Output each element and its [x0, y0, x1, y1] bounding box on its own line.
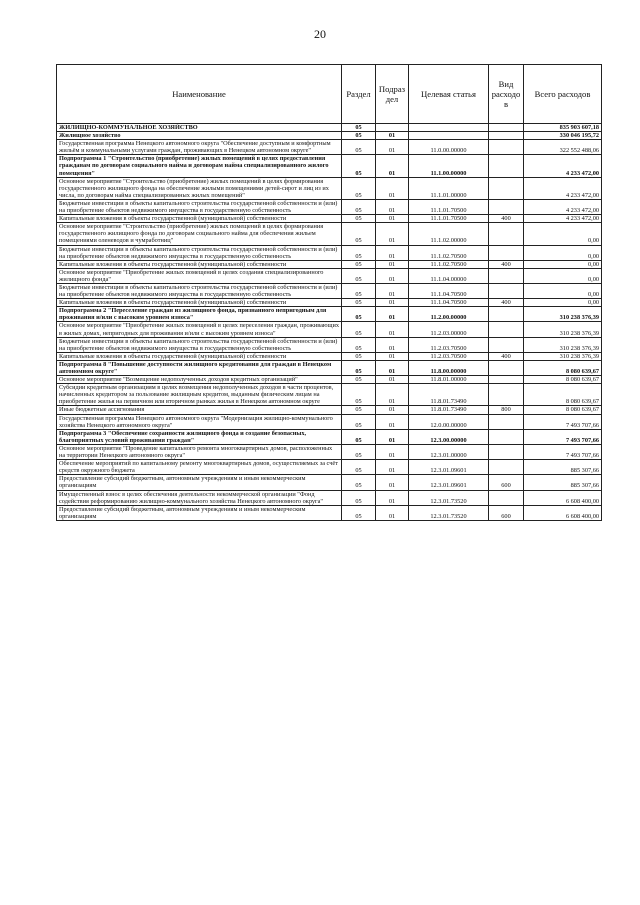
row-expense-type: [489, 429, 524, 444]
row-section: 05: [342, 177, 376, 199]
row-name: Подпрограмма 8 "Повышение доступности жилищного кредитования для граждан в Ненецком автономном округе": [57, 360, 342, 375]
row-name: Обеспечение мероприятий по капитальному ремонту многоквартирных домов, осуществляемых за счёт средств окружного бюджета: [57, 460, 342, 475]
row-target: 11.8.01.73490: [409, 384, 489, 406]
row-subsection: 01: [376, 299, 409, 307]
budget-table: [56, 64, 602, 521]
table-row: [57, 140, 602, 155]
row-expense-type: [489, 384, 524, 406]
row-name: Основное мероприятие "Приобретение жилых помещений в целях переселения граждан, проживающих в жилых домах, непригодных для проживания и/или с высоким уровнем износа": [57, 322, 342, 337]
table-row: [57, 360, 602, 375]
row-amount: 4 233 472,00: [524, 177, 602, 199]
row-name: Иные бюджетные ассигнования: [57, 406, 342, 414]
row-section: 05: [342, 490, 376, 505]
row-subsection: 01: [376, 268, 409, 283]
row-expense-type: [489, 177, 524, 199]
row-expense-type: 400: [489, 352, 524, 360]
row-amount: 4 233 472,00: [524, 215, 602, 223]
row-target: 11.0.00.00000: [409, 140, 489, 155]
row-amount: 8 080 639,67: [524, 384, 602, 406]
row-name: Подпрограмма 3 "Обеспечение сохранности жилищного фонда и создание безопасных, благоприятных условий проживания граждан": [57, 429, 342, 444]
row-name: Подпрограмма 1 "Строительство (приобретение) жилых помещений в целях предоставления гражданам по договорам социального найма и договорам найма специализированного жилого помещения": [57, 155, 342, 177]
row-target: 11.1.02.70500: [409, 260, 489, 268]
table-row: [57, 475, 602, 490]
table-row: [57, 155, 602, 177]
row-target: 11.8.01.00000: [409, 376, 489, 384]
row-amount: 8 080 639,67: [524, 360, 602, 375]
row-name: Основное мероприятие "Приобретение жилых помещений в целях создания специализированного жилищного фонда": [57, 268, 342, 283]
row-section: 05: [342, 406, 376, 414]
row-target: 11.1.02.00000: [409, 223, 489, 245]
row-amount: 6 608 400,00: [524, 505, 602, 520]
row-expense-type: [489, 307, 524, 322]
row-expense-type: [489, 360, 524, 375]
table-row: [57, 283, 602, 298]
row-expense-type: [489, 268, 524, 283]
row-name: Государственная программа Ненецкого автономного округа "Модернизация жилищно-коммунального хозяйства Ненецкого автономного округа": [57, 414, 342, 429]
row-amount: 7 493 707,66: [524, 444, 602, 459]
row-section: 05: [342, 360, 376, 375]
row-target: 11.2.03.00000: [409, 322, 489, 337]
row-subsection: 01: [376, 260, 409, 268]
row-amount: 6 608 400,00: [524, 490, 602, 505]
row-amount: 322 552 488,06: [524, 140, 602, 155]
row-subsection: 01: [376, 322, 409, 337]
row-section: 05: [342, 384, 376, 406]
row-target: 11.1.04.70500: [409, 283, 489, 298]
row-section: 05: [342, 140, 376, 155]
row-section: 05: [342, 352, 376, 360]
row-subsection: 01: [376, 245, 409, 260]
row-section: 05: [342, 124, 376, 132]
row-name: Бюджетные инвестиции в объекты капитального строительства государственной собственности и (или) на приобретение объектов недвижимого имущества в государственную собственность: [57, 283, 342, 298]
row-section: 05: [342, 155, 376, 177]
row-amount: 8 080 639,67: [524, 376, 602, 384]
row-target: 11.2.03.70500: [409, 352, 489, 360]
row-target: 11.2.03.70500: [409, 337, 489, 352]
row-section: 05: [342, 268, 376, 283]
row-target: 11.1.02.70500: [409, 245, 489, 260]
row-target: 11.8.00.00000: [409, 360, 489, 375]
row-amount: 310 238 376,39: [524, 337, 602, 352]
row-subsection: 01: [376, 215, 409, 223]
row-subsection: 01: [376, 155, 409, 177]
row-expense-type: [489, 245, 524, 260]
row-subsection: [376, 124, 409, 132]
row-subsection: 01: [376, 376, 409, 384]
row-expense-type: 400: [489, 215, 524, 223]
row-subsection: 01: [376, 490, 409, 505]
header-total: Всего расходов: [524, 65, 602, 124]
row-amount: 4 233 472,00: [524, 199, 602, 214]
row-expense-type: [489, 414, 524, 429]
row-name: Предоставление субсидий бюджетным, автономным учреждениям и иным некоммерческим организациям: [57, 505, 342, 520]
row-amount: 835 903 607,18: [524, 124, 602, 132]
row-name: Капитальные вложения в объекты государственной (муниципальной) собственности: [57, 260, 342, 268]
row-expense-type: [489, 132, 524, 140]
header-subsection: Подраз дел: [376, 65, 409, 124]
row-subsection: 01: [376, 505, 409, 520]
table-row: [57, 414, 602, 429]
row-target: 11.1.01.00000: [409, 177, 489, 199]
row-name: Предоставление субсидий бюджетным, автономным учреждениям и иным некоммерческим организациям: [57, 475, 342, 490]
row-amount: 4 233 472,00: [524, 155, 602, 177]
table-row: [57, 337, 602, 352]
row-amount: 8 080 639,67: [524, 406, 602, 414]
row-amount: 885 307,66: [524, 475, 602, 490]
row-target: 12.3.01.73520: [409, 505, 489, 520]
row-amount: 0,00: [524, 299, 602, 307]
row-section: 05: [342, 322, 376, 337]
row-section: 05: [342, 376, 376, 384]
row-section: 05: [342, 307, 376, 322]
row-section: 05: [342, 429, 376, 444]
row-section: 05: [342, 460, 376, 475]
row-section: 05: [342, 444, 376, 459]
table-row: [57, 124, 602, 132]
row-section: 05: [342, 245, 376, 260]
row-section: 05: [342, 283, 376, 298]
row-subsection: 01: [376, 406, 409, 414]
row-section: 05: [342, 505, 376, 520]
row-name: ЖИЛИЩНО-КОММУНАЛЬНОЕ ХОЗЯЙСТВО: [57, 124, 342, 132]
row-target: 11.1.00.00000: [409, 155, 489, 177]
row-name: Государственная программа Ненецкого автономного округа "Обеспечение доступным и комфортным жильём и коммунальными услугами граждан, проживающих в Ненецком автономном округе": [57, 140, 342, 155]
row-subsection: 01: [376, 140, 409, 155]
table-row: [57, 132, 602, 140]
row-amount: 330 046 195,72: [524, 132, 602, 140]
table-row: [57, 177, 602, 199]
table-row: [57, 215, 602, 223]
row-expense-type: [489, 337, 524, 352]
table-row: [57, 299, 602, 307]
row-target: 12.3.01.09601: [409, 475, 489, 490]
row-name: Бюджетные инвестиции в объекты капитального строительства государственной собственности и (или) на приобретение объектов недвижимого имущества в государственную собственность: [57, 245, 342, 260]
row-subsection: 01: [376, 384, 409, 406]
table-row: [57, 352, 602, 360]
row-amount: 0,00: [524, 268, 602, 283]
row-target: 12.3.01.09601: [409, 460, 489, 475]
row-expense-type: [489, 155, 524, 177]
table-row: [57, 245, 602, 260]
row-target: 12.3.01.73520: [409, 490, 489, 505]
table-row: [57, 322, 602, 337]
row-section: 05: [342, 414, 376, 429]
table-row: [57, 490, 602, 505]
row-target: [409, 124, 489, 132]
header-expense-type: Вид расходо в: [489, 65, 524, 124]
row-amount: 310 238 376,39: [524, 307, 602, 322]
header-section: Раздел: [342, 65, 376, 124]
table-row: [57, 223, 602, 245]
page-number: 20: [314, 27, 326, 41]
row-section: 05: [342, 260, 376, 268]
row-amount: 885 307,66: [524, 460, 602, 475]
row-name: Основное мероприятие "Возмещение недополученных доходов кредитных организаций": [57, 376, 342, 384]
table-row: [57, 376, 602, 384]
row-target: 11.1.01.70500: [409, 199, 489, 214]
row-subsection: 01: [376, 444, 409, 459]
row-target: 12.0.00.00000: [409, 414, 489, 429]
row-expense-type: [489, 460, 524, 475]
row-name: Бюджетные инвестиции в объекты капитального строительства государственной собственности и (или) на приобретение объектов недвижимого имущества в государственную собственность: [57, 199, 342, 214]
table-row: [57, 505, 602, 520]
row-section: 05: [342, 223, 376, 245]
row-section: 05: [342, 475, 376, 490]
row-expense-type: 600: [489, 475, 524, 490]
row-target: 11.2.00.00000: [409, 307, 489, 322]
table-row: [57, 199, 602, 214]
row-section: 05: [342, 299, 376, 307]
row-expense-type: [489, 376, 524, 384]
row-subsection: 01: [376, 177, 409, 199]
row-name: Жилищное хозяйство: [57, 132, 342, 140]
table-row: [57, 406, 602, 414]
row-subsection: 01: [376, 460, 409, 475]
table-row: [57, 268, 602, 283]
row-expense-type: [489, 490, 524, 505]
row-subsection: 01: [376, 360, 409, 375]
row-target: 11.1.04.70500: [409, 299, 489, 307]
row-expense-type: [489, 124, 524, 132]
row-name: Подпрограмма 2 "Переселение граждан из жилищного фонда, признанного непригодным для проживания и/или с высоким уровнем износа": [57, 307, 342, 322]
row-subsection: 01: [376, 475, 409, 490]
row-target: 11.1.04.00000: [409, 268, 489, 283]
row-expense-type: [489, 223, 524, 245]
row-amount: 7 493 707,66: [524, 414, 602, 429]
row-target: 11.8.01.73490: [409, 406, 489, 414]
row-subsection: 01: [376, 199, 409, 214]
row-expense-type: 400: [489, 299, 524, 307]
row-expense-type: [489, 283, 524, 298]
table-body: [57, 124, 602, 521]
row-expense-type: 800: [489, 406, 524, 414]
table-row: [57, 444, 602, 459]
row-subsection: 01: [376, 132, 409, 140]
row-name: Имущественный взнос в целях обеспечения деятельности некоммерческой организации "Фонд содействия реформированию жилищно-коммунального хозяйства Ненецкого автономного округа": [57, 490, 342, 505]
row-target: 12.3.00.00000: [409, 429, 489, 444]
row-name: Капитальные вложения в объекты государственной (муниципальной) собственности: [57, 299, 342, 307]
row-amount: 0,00: [524, 223, 602, 245]
row-name: Бюджетные инвестиции в объекты капитального строительства государственной собственности и (или) на приобретение объектов недвижимого имущества в государственную собственность: [57, 337, 342, 352]
row-target: 11.1.01.70500: [409, 215, 489, 223]
header-target: Целевая статья: [409, 65, 489, 124]
row-target: 12.3.01.00000: [409, 444, 489, 459]
row-subsection: 01: [376, 352, 409, 360]
row-expense-type: [489, 444, 524, 459]
row-name: Капитальные вложения в объекты государственной (муниципальной) собственности: [57, 352, 342, 360]
row-section: 05: [342, 199, 376, 214]
row-section: 05: [342, 132, 376, 140]
row-name: Основное мероприятие "Строительство (приобретение) жилых помещений в целях формирования государственного жилищного фонда по договорам социального найма для обеспечения жильем помещениями оленеводов и чумработниц": [57, 223, 342, 245]
row-subsection: 01: [376, 414, 409, 429]
row-amount: 310 238 376,39: [524, 352, 602, 360]
row-section: 05: [342, 215, 376, 223]
row-name: Субсидии кредитным организациям в целях возмещения недополученных доходов в части процентов, начисленных кредитором за пользование жилищным кредитом, выданным физическим лицам на приобретение жилья на первичном или вторичном рынках жилья в Ненецком автономном округе: [57, 384, 342, 406]
row-amount: 310 238 376,39: [524, 322, 602, 337]
table-header-row: [57, 65, 602, 124]
table-row: [57, 384, 602, 406]
row-subsection: 01: [376, 283, 409, 298]
table-row: [57, 460, 602, 475]
row-target: [409, 132, 489, 140]
row-expense-type: [489, 199, 524, 214]
row-name: Основное мероприятие "Проведение капитального ремонта многоквартирных домов, расположенных на территории Ненецкого автономного округа": [57, 444, 342, 459]
header-name: Наименование: [57, 65, 342, 124]
row-subsection: 01: [376, 337, 409, 352]
row-amount: 7 493 707,66: [524, 429, 602, 444]
table-row: [57, 260, 602, 268]
row-subsection: 01: [376, 307, 409, 322]
table-row: [57, 429, 602, 444]
row-expense-type: [489, 140, 524, 155]
row-amount: 0,00: [524, 260, 602, 268]
row-subsection: 01: [376, 429, 409, 444]
row-amount: 0,00: [524, 283, 602, 298]
row-name: Основное мероприятие "Строительство (приобретение) жилых помещений в целях формирования государственного жилищного фонда на обеспечение жилыми помещениями детей-сирот и лиц из их числа, по договорам найма специализированных жилых помещений": [57, 177, 342, 199]
row-amount: 0,00: [524, 245, 602, 260]
table-row: [57, 307, 602, 322]
row-subsection: 01: [376, 223, 409, 245]
row-expense-type: 400: [489, 260, 524, 268]
row-section: 05: [342, 337, 376, 352]
row-expense-type: 600: [489, 505, 524, 520]
row-name: Капитальные вложения в объекты государственной (муниципальной) собственности: [57, 215, 342, 223]
row-expense-type: [489, 322, 524, 337]
